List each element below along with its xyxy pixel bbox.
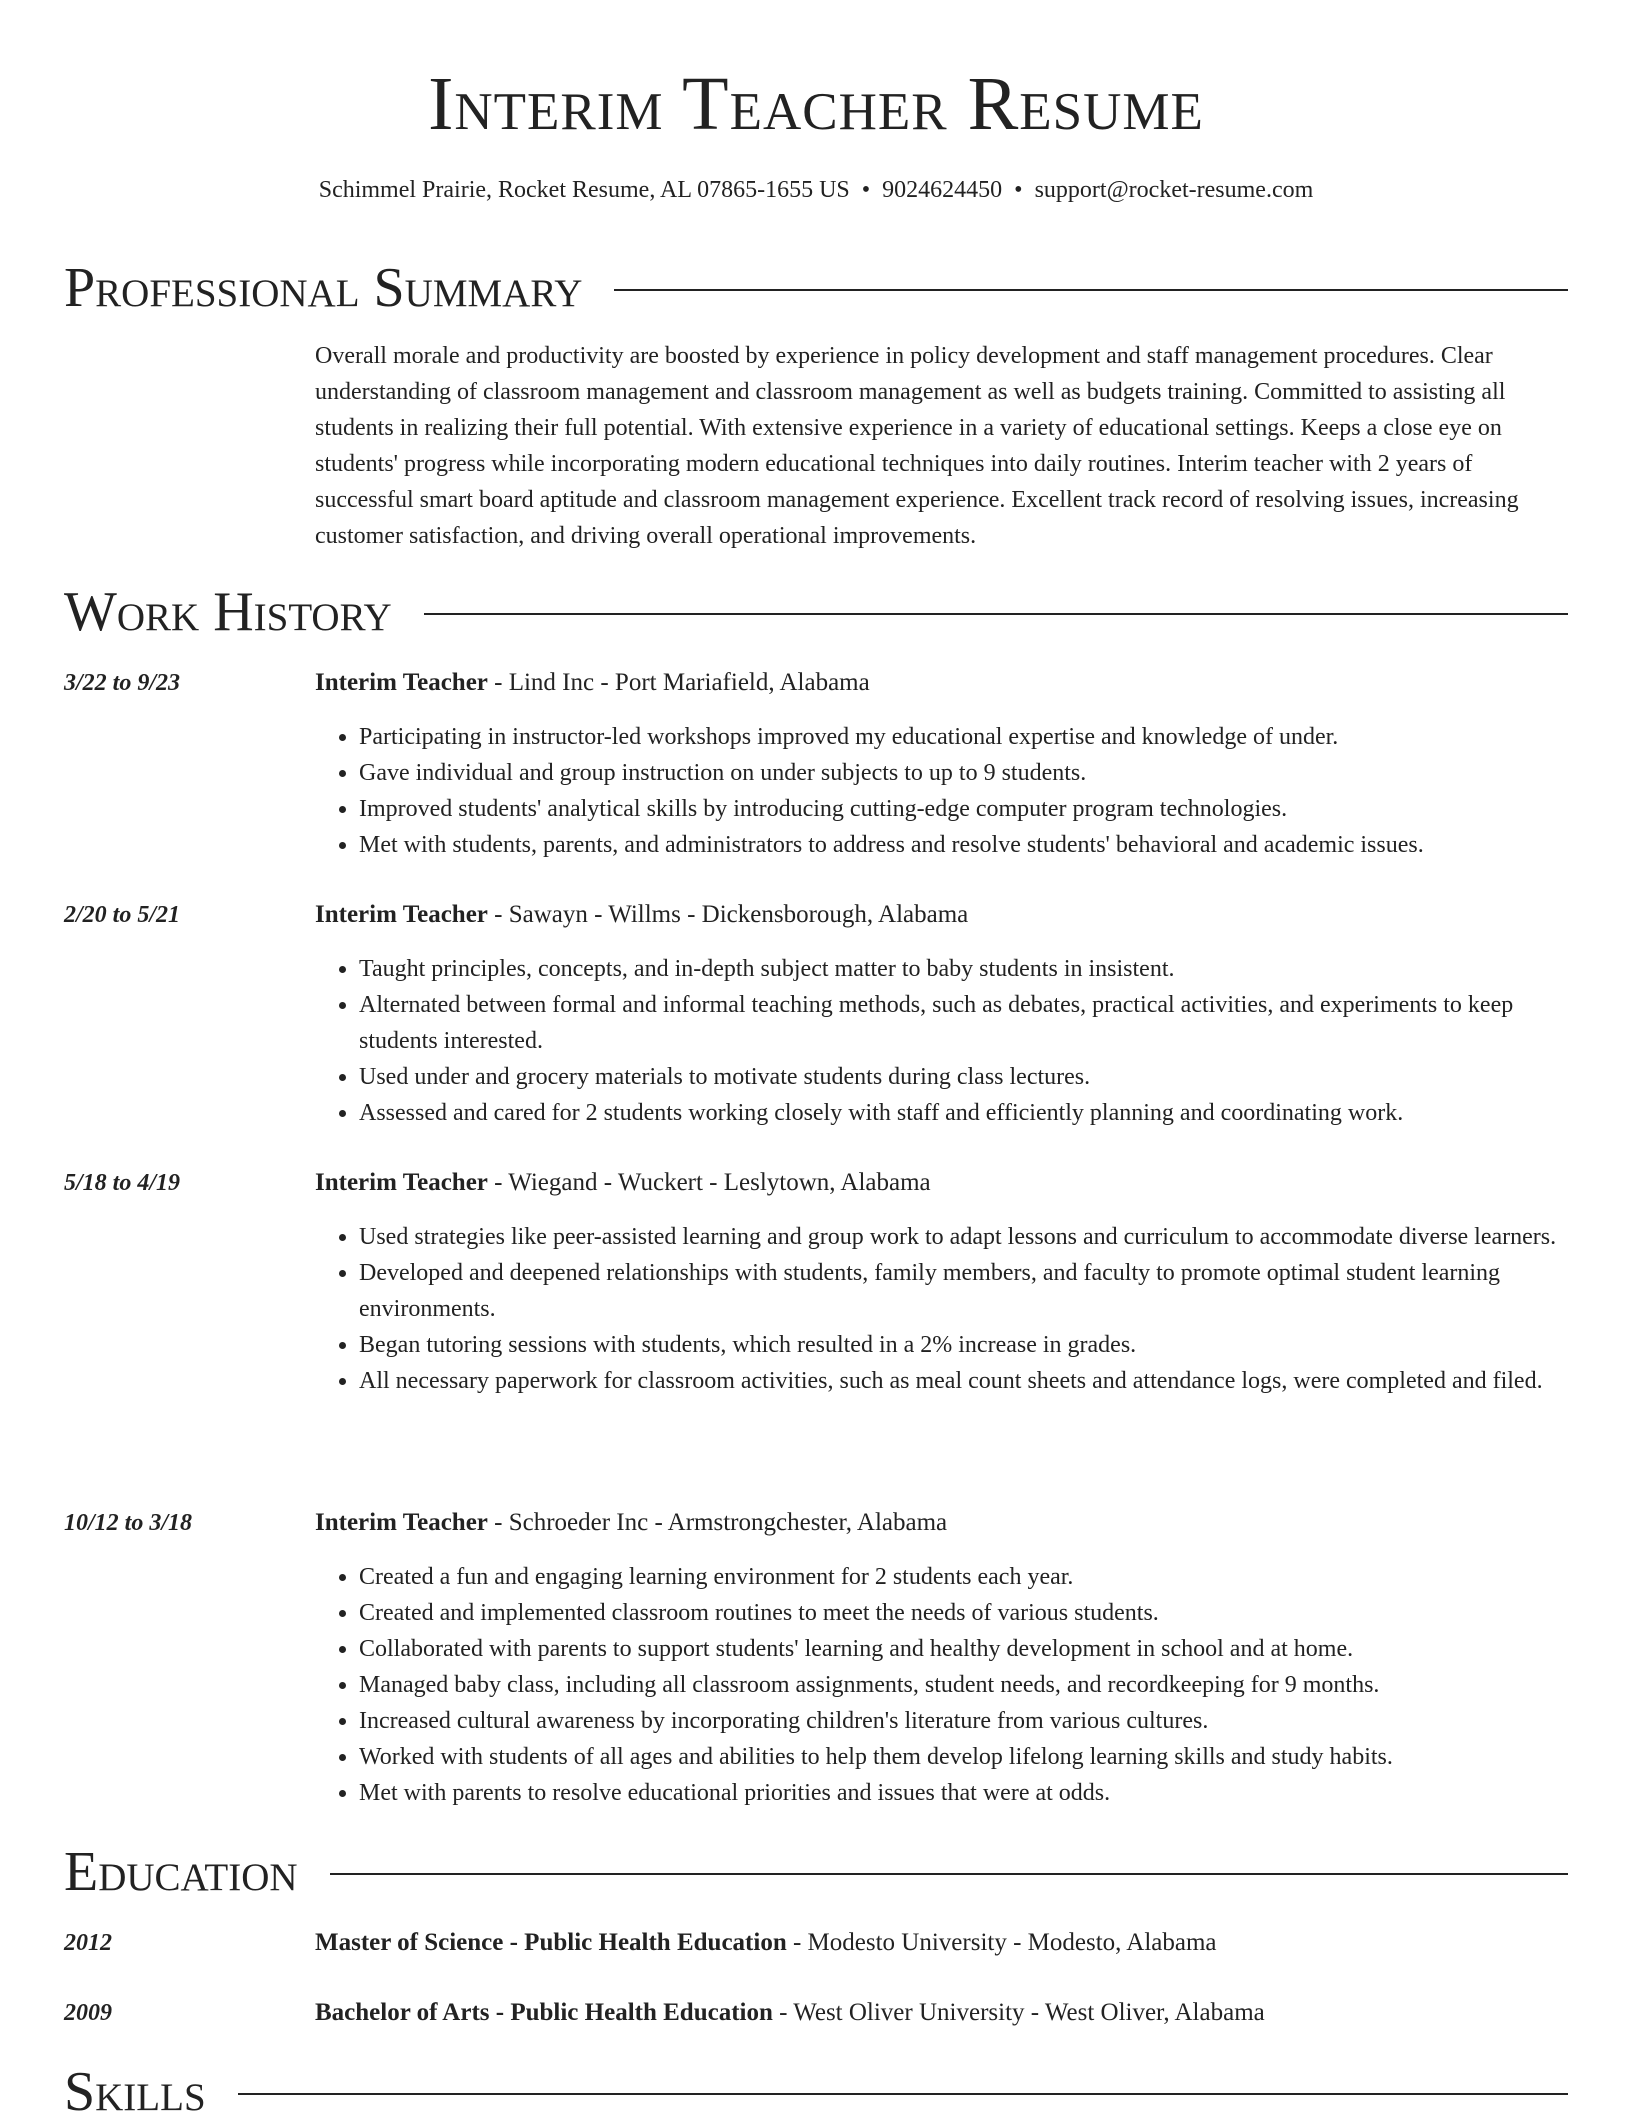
phone: 9024624450 bbox=[882, 177, 1003, 203]
work-details bbox=[315, 665, 1570, 863]
resume-title: Interim Teacher Resume bbox=[428, 62, 1204, 146]
job-employer: - Sawayn - Willms - Dickensborough, Alabama bbox=[487, 901, 969, 928]
duty-item: • Created and implemented classroom routines to meet the needs of various students. bbox=[359, 1595, 1570, 1631]
duty-item: • Collaborated with parents to support students' learning and healthy development in school and at home. bbox=[359, 1631, 1570, 1667]
section-divider bbox=[330, 1873, 1568, 1875]
duty-item: • Alternated between formal and informal teaching methods, such as debates, practical activities, and experiments to keep students interested. bbox=[359, 987, 1570, 1059]
summary-heading: Professional Summary bbox=[64, 257, 583, 319]
separator-2: • bbox=[1014, 177, 1023, 203]
duty-item: • Managed baby class, including all classroom assignments, student needs, and recordkeeping for 9 months. bbox=[359, 1667, 1570, 1703]
duty-list bbox=[315, 719, 1570, 863]
work-details bbox=[315, 1165, 1570, 1399]
education-section-header bbox=[64, 1840, 1568, 1904]
duty-item: • Created a fun and engaging learning environment for 2 students each year. bbox=[359, 1559, 1570, 1595]
contact-line bbox=[0, 174, 1632, 206]
duty-item: • Gave individual and group instruction on under subjects to up to 9 students. bbox=[359, 755, 1570, 791]
email[interactable]: support@rocket-resume.com bbox=[1034, 177, 1314, 203]
job-title: Interim Teacher bbox=[315, 901, 488, 928]
degree-name: Bachelor of Arts - Public Health Education bbox=[315, 1999, 773, 2026]
work-section-header bbox=[64, 580, 1568, 644]
duty-item: • Improved students' analytical skills by introducing cutting-edge computer program technologies. bbox=[359, 791, 1570, 827]
address: Schimmel Prairie, Rocket Resume, AL 07865-1655 US bbox=[318, 177, 850, 203]
duty-item: • Began tutoring sessions with students, which resulted in a 2% increase in grades. bbox=[359, 1327, 1570, 1363]
skills-section-header bbox=[64, 2060, 1568, 2124]
duty-list bbox=[315, 1559, 1570, 1811]
degree-line bbox=[315, 1995, 1570, 2031]
duty-item: • Participating in instructor-led workshops improved my educational expertise and knowledge of under. bbox=[359, 719, 1570, 755]
education-details bbox=[315, 1995, 1570, 2031]
degree-line bbox=[315, 1925, 1570, 1961]
duty-item: • Increased cultural awareness by incorporating children's literature from various cultures. bbox=[359, 1703, 1570, 1739]
duty-item: • Worked with students of all ages and abilities to help them develop lifelong learning skills and study habits. bbox=[359, 1739, 1570, 1775]
job-line bbox=[315, 665, 1570, 701]
education-year: 2009 bbox=[64, 2000, 112, 2026]
duty-list bbox=[315, 951, 1570, 1131]
education-entry bbox=[64, 1925, 1570, 1961]
skills-heading: Skills bbox=[64, 2061, 206, 2123]
school-info: - Modesto University - Modesto, Alabama bbox=[786, 1929, 1217, 1956]
summary-text: Overall morale and productivity are boosted by experience in policy development and staff management procedures. Clear understanding of classroom management and classroom management as well as budgets training. Committed to assisting all students in realizing their full potential. With extensive experience in a variety of educational settings. Keeps a close eye on students' progress while incorporating modern educational techniques into daily routines. Interim teacher with 2 years of successful smart board aptitude and classroom management experience. Excellent track record of resolving issues, increasing customer satisfaction, and driving overall operational improvements. bbox=[315, 343, 1519, 549]
job-title: Interim Teacher bbox=[315, 1509, 488, 1536]
work-dates: 2/20 to 5/21 bbox=[64, 902, 181, 928]
duty-item: • Met with students, parents, and administrators to address and resolve students' behavioral and academic issues. bbox=[359, 827, 1570, 863]
separator-1: • bbox=[861, 177, 871, 203]
section-divider bbox=[424, 613, 1568, 615]
duty-item: • Met with parents to resolve educational priorities and issues that were at odds. bbox=[359, 1775, 1570, 1811]
job-employer: - Wiegand - Wuckert - Leslytown, Alabama bbox=[487, 1169, 931, 1196]
education-year: 2012 bbox=[64, 1930, 112, 1956]
job-employer: - Schroeder Inc - Armstrongchester, Alabama bbox=[487, 1509, 948, 1536]
work-details bbox=[315, 1505, 1570, 1811]
duty-item: • Developed and deepened relationships with students, family members, and faculty to promote optimal student learning environments. bbox=[359, 1255, 1570, 1327]
duty-item: • Assessed and cared for 2 students working closely with staff and efficiently planning and coordinating work. bbox=[359, 1095, 1570, 1131]
work-dates: 3/22 to 9/23 bbox=[64, 670, 181, 696]
section-divider bbox=[614, 289, 1568, 291]
summary-section-header bbox=[64, 256, 1568, 320]
work-dates: 5/18 to 4/19 bbox=[64, 1170, 181, 1196]
duty-item: • Taught principles, concepts, and in-depth subject matter to baby students in insistent. bbox=[359, 951, 1570, 987]
duty-item: • All necessary paperwork for classroom activities, such as meal count sheets and attendance logs, were completed and filed. bbox=[359, 1363, 1570, 1399]
job-title: Interim Teacher bbox=[315, 1169, 488, 1196]
section-divider bbox=[238, 2093, 1568, 2095]
job-line bbox=[315, 1505, 1570, 1541]
job-employer: - Lind Inc - Port Mariafield, Alabama bbox=[487, 669, 870, 696]
work-dates: 10/12 to 3/18 bbox=[64, 1510, 193, 1536]
education-details bbox=[315, 1925, 1570, 1961]
duty-item: • Used under and grocery materials to motivate students during class lectures. bbox=[359, 1059, 1570, 1095]
work-heading: Work History bbox=[64, 581, 392, 643]
degree-name: Master of Science - Public Health Education bbox=[315, 1929, 787, 1956]
school-info: - West Oliver University - West Oliver, Alabama bbox=[772, 1999, 1265, 2026]
duty-item: • Used strategies like peer-assisted learning and group work to adapt lessons and curriculum to accommodate diverse learners. bbox=[359, 1219, 1570, 1255]
job-title: Interim Teacher bbox=[315, 669, 488, 696]
education-heading: Education bbox=[64, 1841, 298, 1903]
job-line bbox=[315, 897, 1570, 933]
work-details bbox=[315, 897, 1570, 1131]
education-entry bbox=[64, 1995, 1570, 2031]
duty-list bbox=[315, 1219, 1570, 1399]
job-line bbox=[315, 1165, 1570, 1201]
